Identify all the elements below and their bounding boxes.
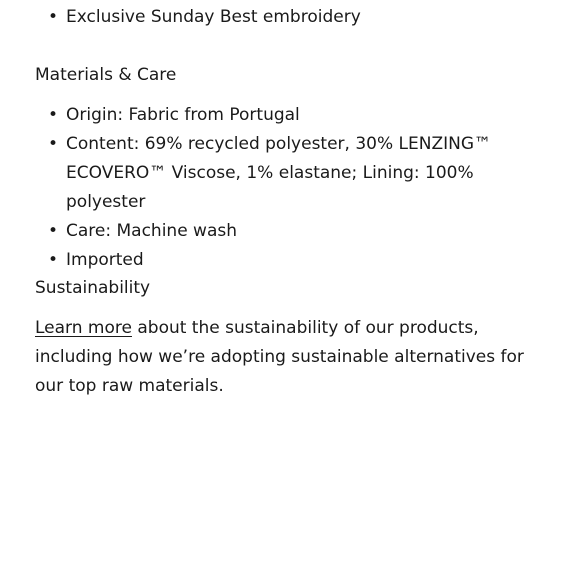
list-item bbox=[35, 101, 545, 130]
list-item bbox=[35, 217, 545, 246]
list-item-text: Origin: Fabric from Portugal bbox=[66, 105, 300, 125]
list-item-text: Exclusive Sunday Best embroidery bbox=[66, 7, 361, 27]
learn-more-link[interactable]: Learn more bbox=[35, 318, 132, 338]
materials-care-heading: Materials & Care bbox=[35, 65, 177, 85]
list-item bbox=[35, 246, 545, 275]
sustainability-paragraph bbox=[35, 314, 545, 401]
sustainability-heading: Sustainability bbox=[35, 278, 151, 298]
bullet-icon: • bbox=[48, 134, 59, 154]
bullet-icon: • bbox=[48, 7, 59, 27]
sustainability-body-text: about the sustainability of our products, including how we’re adopting sustainable alternatives for our top raw materials. bbox=[35, 318, 524, 396]
list-item-text: Imported bbox=[66, 250, 144, 270]
bullet-icon: • bbox=[48, 221, 59, 241]
list-item bbox=[35, 130, 545, 217]
list-item-text: Care: Machine wash bbox=[66, 221, 238, 241]
materials-list bbox=[35, 101, 545, 275]
bullet-icon: • bbox=[48, 250, 59, 270]
bullet-icon: • bbox=[48, 105, 59, 125]
list-item bbox=[35, 3, 545, 32]
list-item-text: Content: 69% recycled polyester, 30% LENZING™ ECOVERO™ Viscose, 1% elastane; Lining: 100% polyester bbox=[66, 134, 492, 212]
details-list bbox=[35, 3, 545, 32]
